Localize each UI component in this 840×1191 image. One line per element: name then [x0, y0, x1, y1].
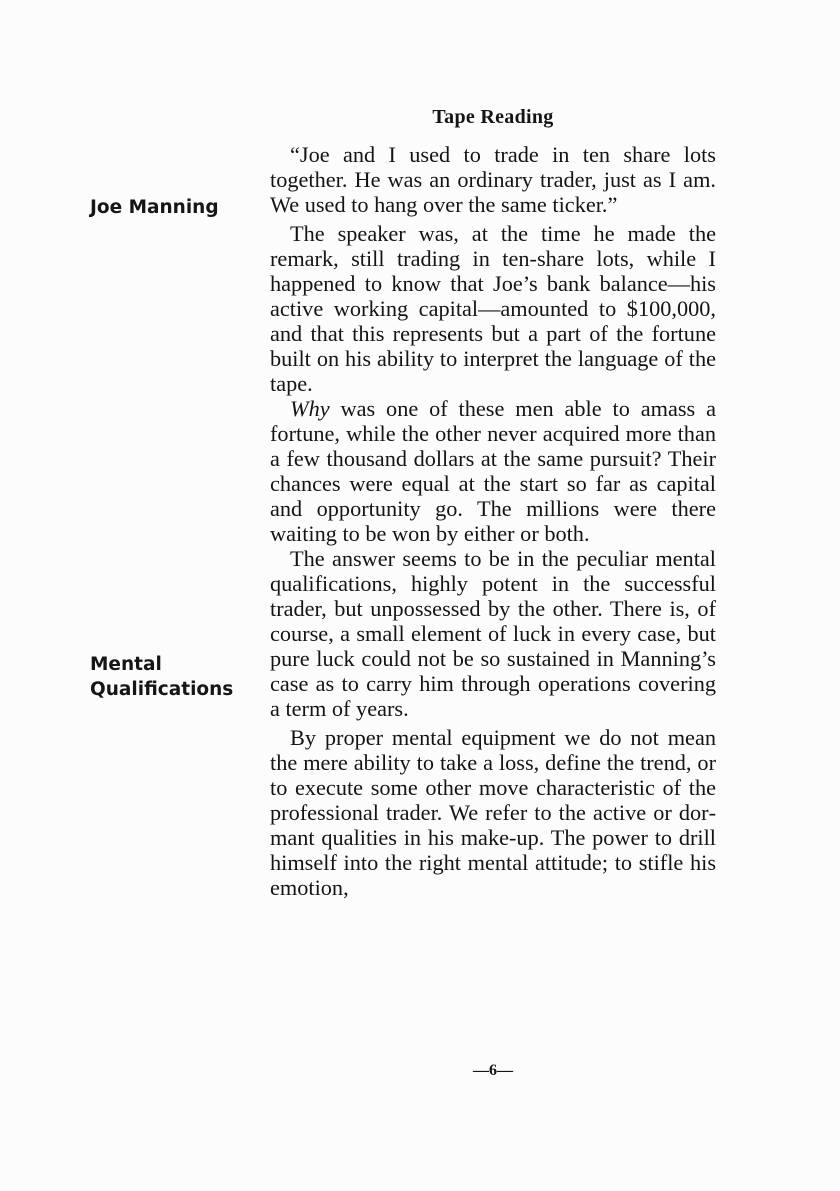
running-title: Tape Reading — [432, 106, 554, 128]
sidenote-mental-line2: Qualifications — [90, 679, 234, 700]
sidenote-mental-qualifications — [90, 652, 233, 702]
emphasis-why: Why — [290, 396, 330, 421]
paragraph-1: “Joe and I used to trade in ten share lots together. He was an ordinary trader, just as I am. We used to hang over the same ticker.” — [270, 142, 716, 217]
paragraph-3-text: was one of these men able to amass a fortune, while the other never acquired more than a few thousand dollars at the same pursuit? Their chances were equal at the start so far as capital and opportunity go. The millions were there waiting to be won by either or both. — [270, 396, 716, 546]
sidenote-mental-line1: Mental — [90, 654, 162, 675]
sidenote-joe-manning: Joe Manning — [90, 197, 219, 218]
paragraph-4: The answer seems to be in the peculiar mental qualifications, highly potent in the successful trader, but unpossessed by the other. There is, of course, a small element of luck in every case, but pure luck could not be so sustained in Manning’s case as to carry him through operations covering a term of years. — [270, 546, 716, 721]
page-number: —6— — [473, 1062, 513, 1079]
body-text — [270, 142, 716, 900]
paragraph-3 — [270, 396, 716, 546]
paragraph-5: By proper mental equipment we do not mean the mere ability to take a loss, define the trend, or to execute some other move characteristic of the professional trader. We refer to the active or dormant qualities in his make-up. The power to drill himself into the right mental attitude; to stifle his emotion, — [270, 725, 716, 900]
paragraph-2: The speaker was, at the time he made the remark, still trading in ten-share lots, while I happened to know that Joe’s bank balance—his active working capital—amounted to $100,000, and that this represents but a part of the fortune built on his ability to interpret the language of the tape. — [270, 221, 716, 396]
